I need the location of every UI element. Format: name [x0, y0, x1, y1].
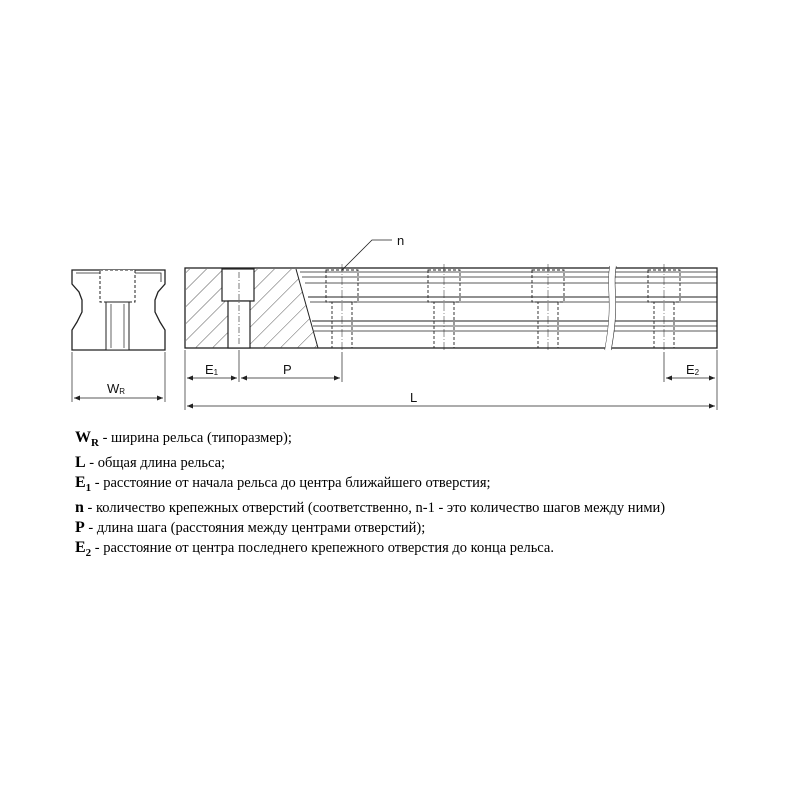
rail-side-view: [185, 240, 717, 410]
p-label: P: [283, 362, 292, 377]
legend-symbol: P: [75, 519, 85, 537]
legend-item-l: [75, 453, 775, 473]
legend-item-p: [75, 518, 775, 538]
e2-label: E2: [686, 362, 700, 377]
legend: [75, 428, 775, 564]
legend-text: - длина шага (расстояния между центрами отверстий);: [84, 520, 426, 537]
l-label: L: [410, 390, 418, 405]
legend-item-n: [75, 498, 775, 518]
wr-label: WR: [107, 381, 126, 396]
legend-text: - общая длина рельса;: [85, 455, 226, 472]
legend-item-e1: [75, 473, 775, 498]
legend-symbol: n: [75, 499, 84, 517]
legend-text: - расстояние от начала рельса до центра ближайшего отверстия;: [91, 475, 491, 492]
legend-text: - расстояние от центра последнего крепежного отверстия до конца рельса.: [91, 540, 554, 557]
e1-label: E1: [205, 362, 219, 377]
n-label: n: [397, 233, 405, 248]
legend-symbol: $E_1$: [75, 474, 92, 495]
legend-symbol: $E_2$: [75, 539, 92, 560]
legend-text: - ширина рельса (типоразмер);: [98, 430, 292, 446]
legend-text: - количество крепежных отверстий (соответственно, n-1 - это количество шагов между ними): [83, 500, 666, 517]
legend-symbol: $W_R$: [75, 429, 99, 450]
legend-item-wr: [75, 428, 775, 453]
legend-symbol: L: [75, 454, 86, 472]
legend-item-e2: [75, 538, 775, 563]
